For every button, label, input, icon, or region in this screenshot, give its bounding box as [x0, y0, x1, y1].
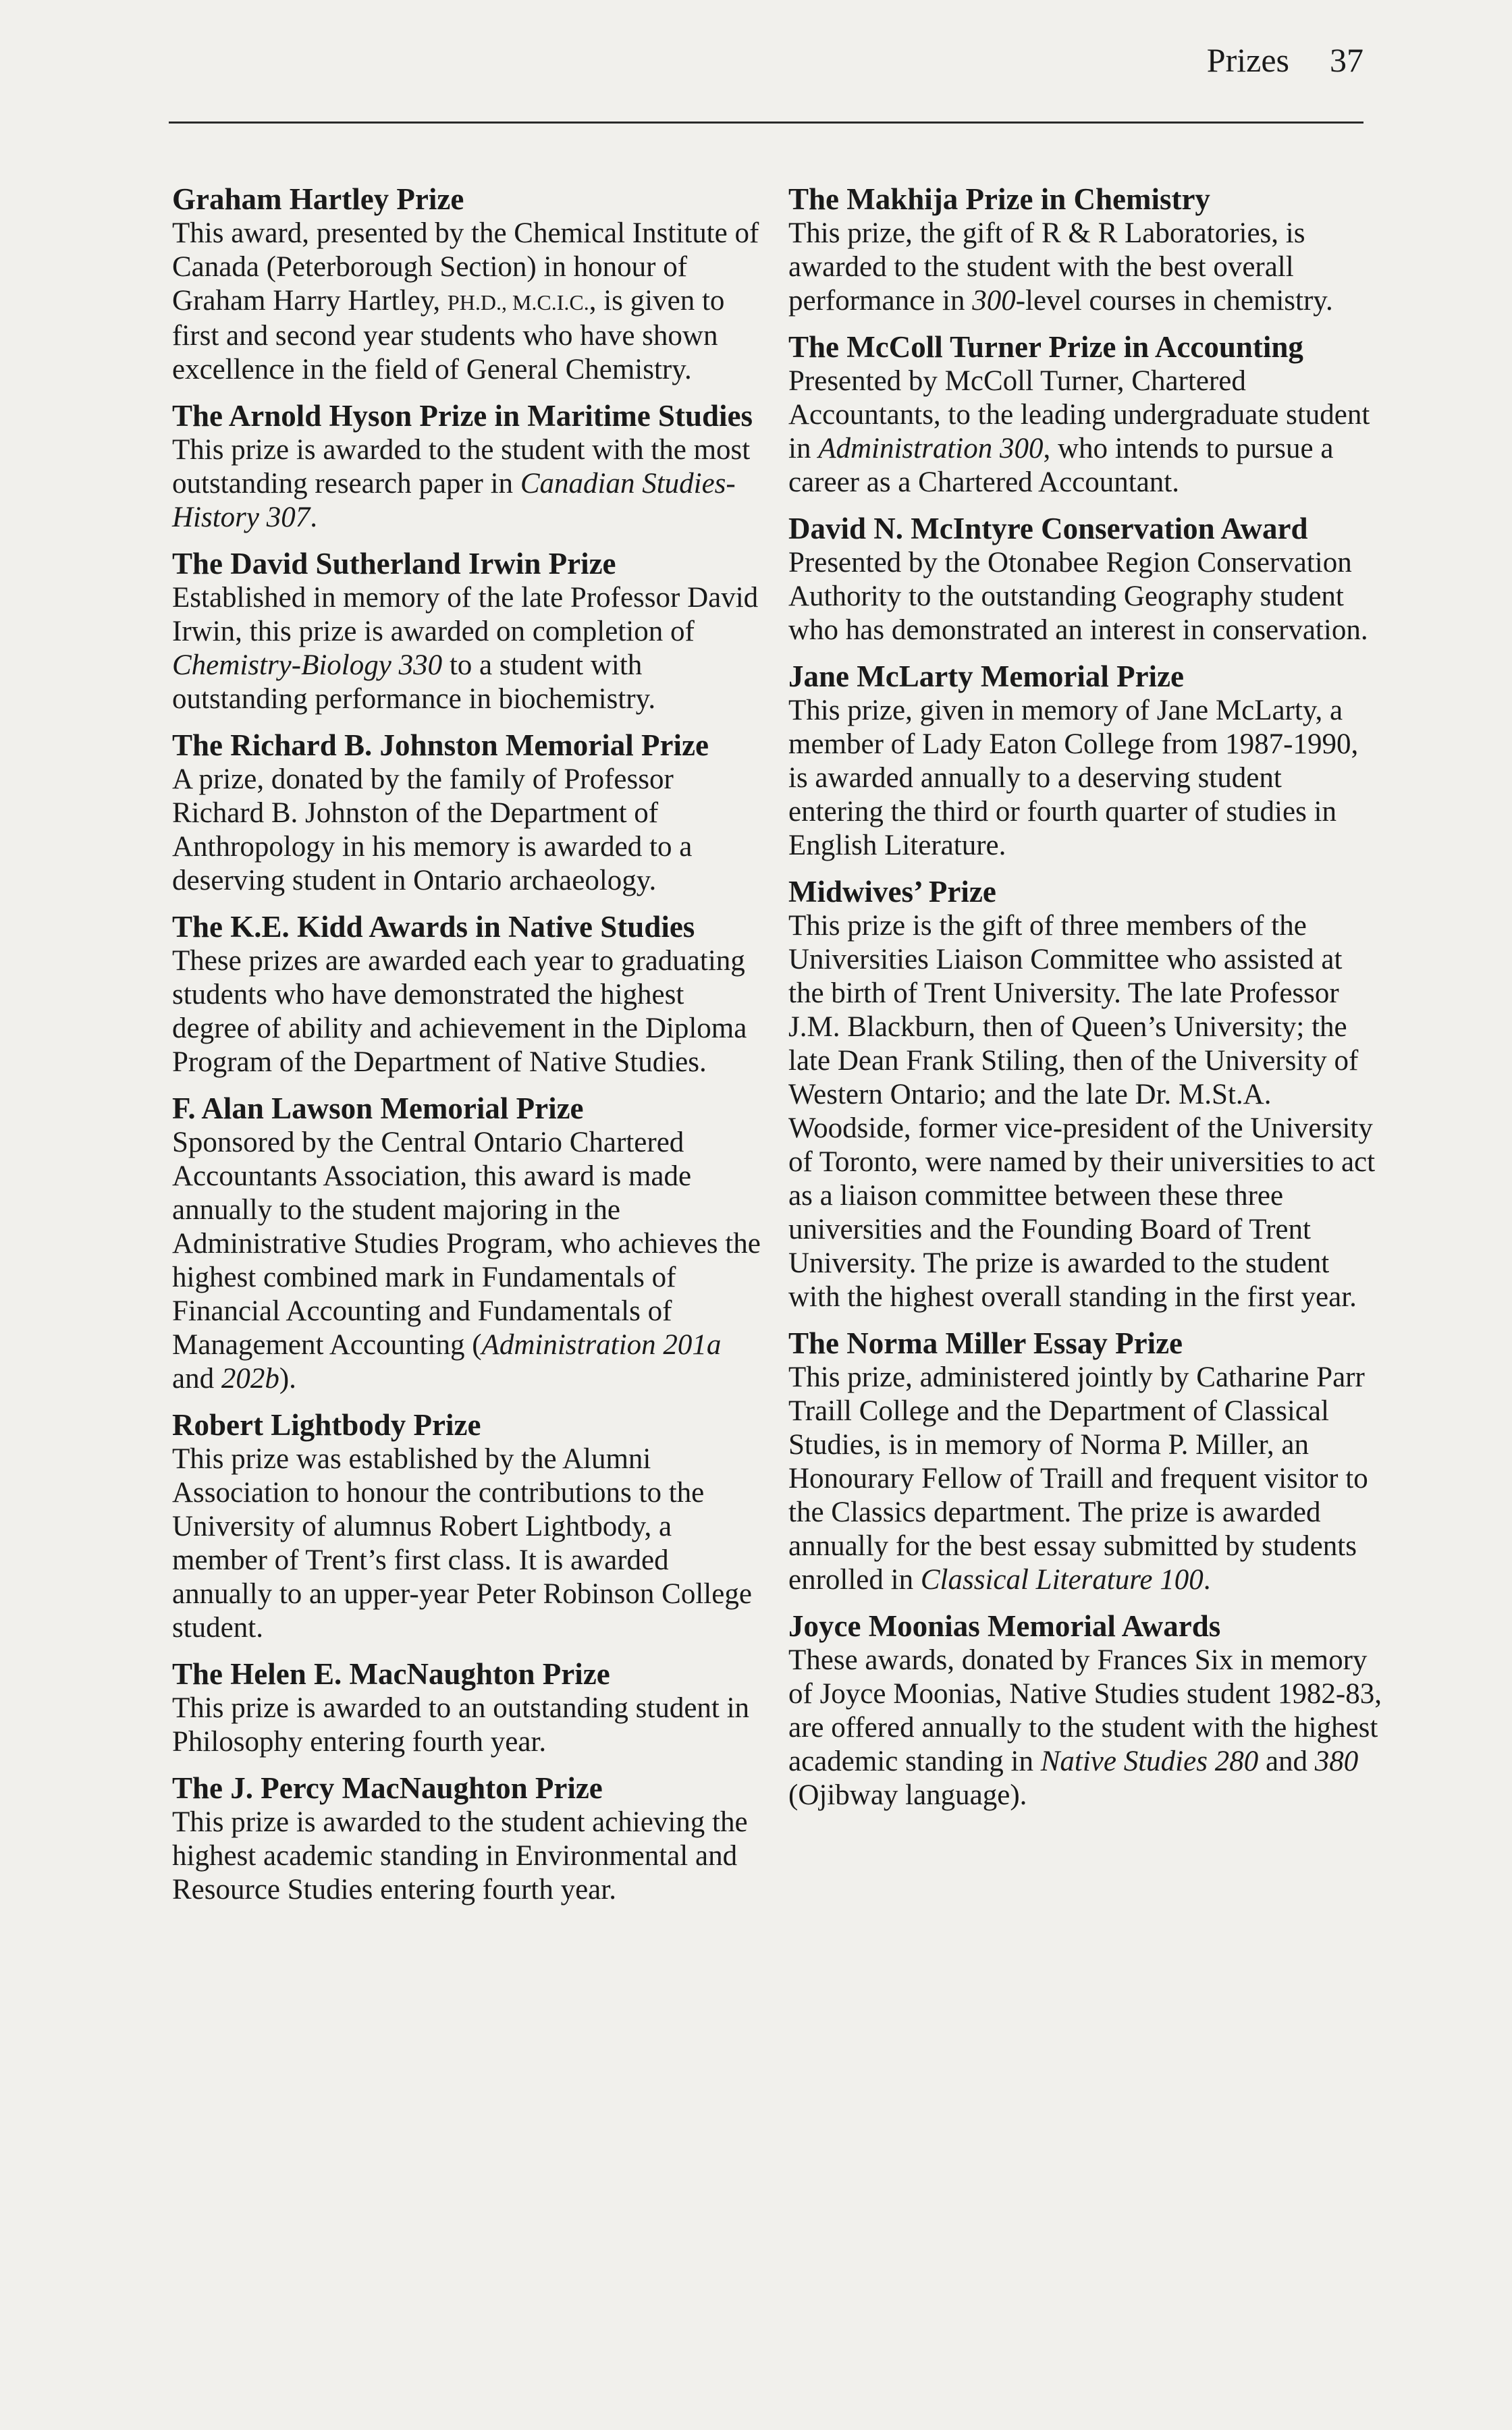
prize-title: Joyce Moonias Memorial Awards [788, 1609, 1221, 1643]
prize-description [172, 1126, 766, 1396]
prize-description [172, 433, 766, 535]
prize-description [788, 217, 1382, 318]
credentials: PH.D., M.C.I.C. [447, 290, 589, 315]
text-segment: This prize is the gift of three members of the Universities Liaison Committee who assisted at the birth of Trent University. The late Professor J.M. Blackburn, then of Queen’s University; the late Dean Frank Stiling, then of the University of Western Ontario; and the late Dr. M.St.A. Woodside, former vice-president of the University of Toronto, were named by their universities to act as a liaison committee between these three universities and the Founding Board of Trent University. The prize is awarded to the student with the highest overall standing in the first year. [788, 910, 1376, 1313]
prize-entry-the-norma-miller-essay-prize [788, 1326, 1382, 1597]
prize-entry-robert-lightbody-prize [172, 1408, 766, 1645]
prize-entry-the-david-sutherland-irwin-prize [172, 547, 766, 716]
prize-description [172, 763, 766, 898]
text-segment: . [310, 502, 317, 533]
prize-title: The K.E. Kidd Awards in Native Studies [172, 910, 695, 944]
prize-description [172, 1806, 766, 1907]
prize-description [172, 1442, 766, 1645]
prize-entry-the-helen-e-macnaughton-prize [172, 1657, 766, 1759]
prize-entry-the-makhija-prize-in-chemistry [788, 182, 1382, 318]
prize-title: The Makhija Prize in Chemistry [788, 182, 1210, 216]
text-segment: These awards, donated by Frances Six in memory of Joyce Moonias, Native Studies student 1982-83, are offered annually to the student with the highest academic standing in [788, 1644, 1382, 1777]
text-segment: to a student with outstanding performance in biochemistry. [172, 649, 656, 715]
section-title: Prizes [1206, 41, 1289, 79]
right-column [788, 182, 1382, 1825]
text-segment: This prize, administered jointly by Catharine Parr Traill College and the Department of Classical Studies, is in memory of Norma P. Miller, an Honourary Fellow of Traill and frequent visitor to the Classics department. The prize is awarded annually for the best essay submitted by students enrolled in [788, 1361, 1368, 1596]
text-segment: and [172, 1363, 221, 1395]
prize-title: The David Sutherland Irwin Prize [172, 547, 616, 580]
prize-title: The Helen E. MacNaughton Prize [172, 1657, 610, 1691]
prize-entry-the-k-e-kidd-awards-in-native-studies [172, 910, 766, 1079]
course-reference: Native Studies 280 [1040, 1746, 1259, 1777]
course-reference: 202b [221, 1363, 279, 1395]
text-segment: This prize, given in memory of Jane McLarty, a member of Lady Eaton College from 1987-1990, is awarded annually to a deserving student entering the third or fourth quarter of studies in English Literature. [788, 695, 1359, 861]
text-segment: This prize is awarded to the student achieving the highest academic standing in Environmental and Resource Studies entering fourth year. [172, 1806, 748, 1906]
prize-entry-the-j-percy-macnaughton-prize [172, 1771, 766, 1907]
prize-entry-joyce-moonias-memorial-awards [788, 1609, 1382, 1812]
prize-title: Robert Lightbody Prize [172, 1408, 481, 1442]
text-segment: Established in memory of the late Professor David Irwin, this prize is awarded on completion of [172, 582, 759, 647]
text-segment: This prize is awarded to the student with the most outstanding research paper in [172, 434, 751, 500]
prize-description [788, 1361, 1382, 1597]
text-segment: This prize was established by the Alumni Association to honour the contributions to the University of alumnus Robert Lightbody, a member of Trent’s first class. It is awarded annually to an upper-year Peter Robinson College student. [172, 1443, 752, 1644]
prize-description [788, 364, 1382, 500]
course-reference: 300 [972, 285, 1016, 317]
prize-title: F. Alan Lawson Memorial Prize [172, 1091, 584, 1125]
text-segment: , who intends to pursue a career as a Chartered Accountant. [788, 433, 1334, 498]
course-reference: 380 [1314, 1746, 1359, 1777]
prize-title: The McColl Turner Prize in Accounting [788, 330, 1303, 364]
prize-entry-jane-mclarty-memorial-prize [788, 659, 1382, 863]
course-reference: Administration 201a [481, 1329, 722, 1361]
course-reference: Administration 300 [818, 433, 1044, 464]
text-segment: and [1258, 1746, 1315, 1777]
text-segment: This prize is awarded to an outstanding student in Philosophy entering fourth year. [172, 1692, 750, 1758]
prize-title: David N. McIntyre Conservation Award [788, 512, 1308, 545]
text-segment: Sponsored by the Central Ontario Chartered Accountants Association, this award is made annually to the student majoring in the Administrative Studies Program, who achieves the highest combined mark in Fundamentals of Financial Accounting and Fundamentals of Management Accounting ( [172, 1127, 761, 1361]
course-reference: Chemistry-Biology 330 [172, 649, 443, 681]
text-segment: This award, presented by the Chemical Institute of Canada (Peterborough Section) in honour of Graham Harry Hartley, [172, 217, 759, 317]
prize-description [788, 546, 1382, 647]
prize-description [172, 944, 766, 1079]
text-segment: Presented by the Otonabee Region Conservation Authority to the outstanding Geography student who has demonstrated an interest in conservation. [788, 547, 1368, 646]
prize-description [172, 581, 766, 716]
text-segment: A prize, donated by the family of Professor Richard B. Johnston of the Department of Anthropology in his memory is awarded to a deserving student in Ontario archaeology. [172, 763, 693, 896]
prize-entry-the-arnold-hyson-prize-in-maritime-studies [172, 399, 766, 535]
prize-description [788, 1644, 1382, 1812]
prize-entry-the-richard-b-johnston-memorial-prize [172, 728, 766, 898]
text-segment: -level courses in chemistry. [1015, 285, 1333, 317]
prize-title: The Norma Miller Essay Prize [788, 1326, 1183, 1360]
prize-title: The Arnold Hyson Prize in Maritime Studies [172, 399, 753, 433]
prize-description [788, 694, 1382, 863]
prize-description [172, 1692, 766, 1759]
prize-title: The Richard B. Johnston Memorial Prize [172, 728, 709, 762]
prize-entry-the-mccoll-turner-prize-in-accounting [788, 330, 1382, 500]
text-segment: This prize, the gift of R & R Laboratories, is awarded to the student with the best overall performance in [788, 217, 1305, 317]
text-segment: . [1203, 1564, 1211, 1596]
prize-entry-midwives-prize [788, 875, 1382, 1314]
page-header [169, 27, 1364, 124]
text-segment: Presented by McColl Turner, Chartered Accountants, to the leading undergraduate student in [788, 365, 1370, 464]
prize-description [172, 217, 766, 387]
text-segment: , is given to first and second year students who have shown excellence in the field of General Chemistry. [172, 285, 725, 385]
prize-title: The J. Percy MacNaughton Prize [172, 1771, 603, 1805]
prize-entry-david-n-mcintyre-conservation-award [788, 512, 1382, 647]
left-column [172, 182, 766, 1919]
text-segment: (Ojibway language). [788, 1779, 1027, 1811]
text-segment: ). [279, 1363, 296, 1395]
page-number: 37 [1330, 41, 1364, 79]
running-head [1207, 40, 1364, 80]
course-reference: Classical Literature 100 [920, 1564, 1204, 1596]
prize-title: Graham Hartley Prize [172, 182, 464, 216]
prize-description [788, 909, 1382, 1314]
prize-entry-graham-hartley-prize [172, 182, 766, 387]
prize-entry-f-alan-lawson-memorial-prize [172, 1091, 766, 1396]
prize-title: Midwives’ Prize [788, 875, 996, 909]
text-segment: These prizes are awarded each year to graduating students who have demonstrated the highest degree of ability and achievement in the Diploma Program of the Department of Native Studies. [172, 945, 747, 1078]
course-reference: Canadian Studies-History 307 [172, 468, 736, 533]
prize-title: Jane McLarty Memorial Prize [788, 659, 1184, 693]
